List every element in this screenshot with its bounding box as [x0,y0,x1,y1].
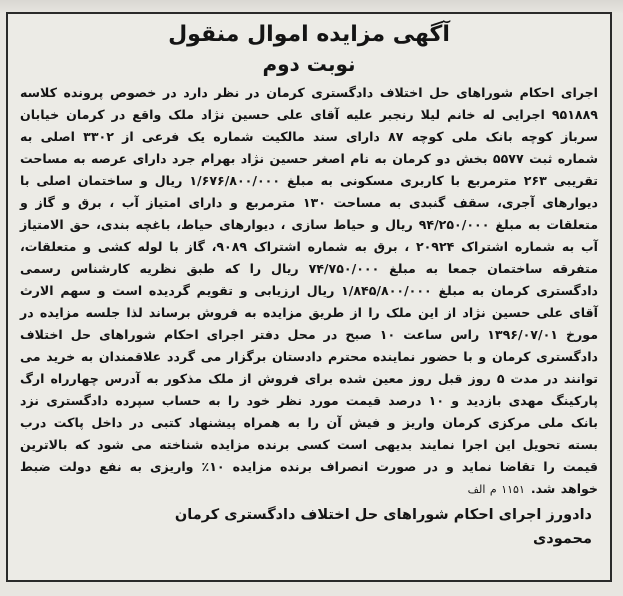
notice-body [20,82,598,501]
notice-body-text: اجرای احکام شوراهای حل اختلاف دادگستری کرمان در نظر دارد در خصوص پرونده کلاسه ۹۵۱۸۸۹ اجرایی له خانم لیلا رنجبر علیه آقای علی حسین نژاد ملک واقع در کرمان خیابان سرباز کوچه بانک ملی کوچه ۸۷ دارای سند مالکیت شماره یک فرعی از ۳۳۰۲ اصلی به شماره ثبت ۵۵۷۷ بخش دو کرمان به نام اصغر حسین نژاد بهرام جرد دارای عرصه به مساحت تقریبی ۲۶۳ مترمربع با کاربری مسکونی به مبلغ ۱/۶۷۶/۸۰۰/۰۰۰ ریال و ساختمان اصلی با دیوارهای آجری، سقف گنبدی به مساحت ۱۳۰ مترمربع و دارای امتیاز آب ، برق و گاز و متعلقات به مبلغ ۹۴/۲۵۰/۰۰۰ ریال و حیاط سازی ، دیوارهای حیاط، باغچه بندی، حق الامتیاز آب به شماره اشتراک ۲۰۹۲۴ ، برق به شماره اشتراک ۹۰۸۹، گاز با لوله کشی و متعلقات، متفرقه ساختمان جمعا به مبلغ ۷۴/۷۵۰/۰۰۰ ریال را که طبق نظریه کارشناس رسمی دادگستری کرمان به مبلغ ۱/۸۴۵/۸۰۰/۰۰۰ ریال ارزیابی و تقویم گردیده است و سهم الارث آقای علی حسین نژاد از این ملک را از طریق مزایده به فروش برساند لذا جلسه مزایده در مورخ ۱۳۹۶/۰۷/۰۱ راس ساعت ۱۰ صبح در محل دفتر اجرای احکام شوراهای حل اختلاف دادگستری کرمان و با حضور نماینده محترم دادستان برگزار می گردد علاقمندان به خرید می توانند در مدت ۵ روز قبل روز معین شده برای فروش از ملک مذکور به آدرس چهارراه ارگ پارکینگ مهدی بازدید و ۱۰ درصد قیمت مورد نظر خود را به حساب سپرده دادگستری نزد بانک ملی مرکزی کرمان واریز و فیش آن را به همراه پیشنهاد کتبی در داخل پاکت درب بسته تحویل این اجرا نمایند بدیهی است کسی برنده مزایده شناخته می شود که بالاترین قیمت را تقاضا نماید و در صورت انصراف برنده مزایده ۱۰٪ واریزی به نفع دولت ضبط خواهد شد. [20,85,599,496]
reference-code: ۱۱۵۱ م الف [467,483,525,496]
notice-content [8,14,610,551]
notice-subtitle: نوبت دوم [262,52,356,76]
notice-box [6,12,612,582]
notice-title: آگهی مزایده اموال منقول [168,22,450,47]
signature-line: دادورز اجرای احکام شوراهای حل اختلاف دادگستری کرمان [174,507,592,523]
signature-name: محمودی [533,531,592,547]
signature-block [20,503,598,551]
